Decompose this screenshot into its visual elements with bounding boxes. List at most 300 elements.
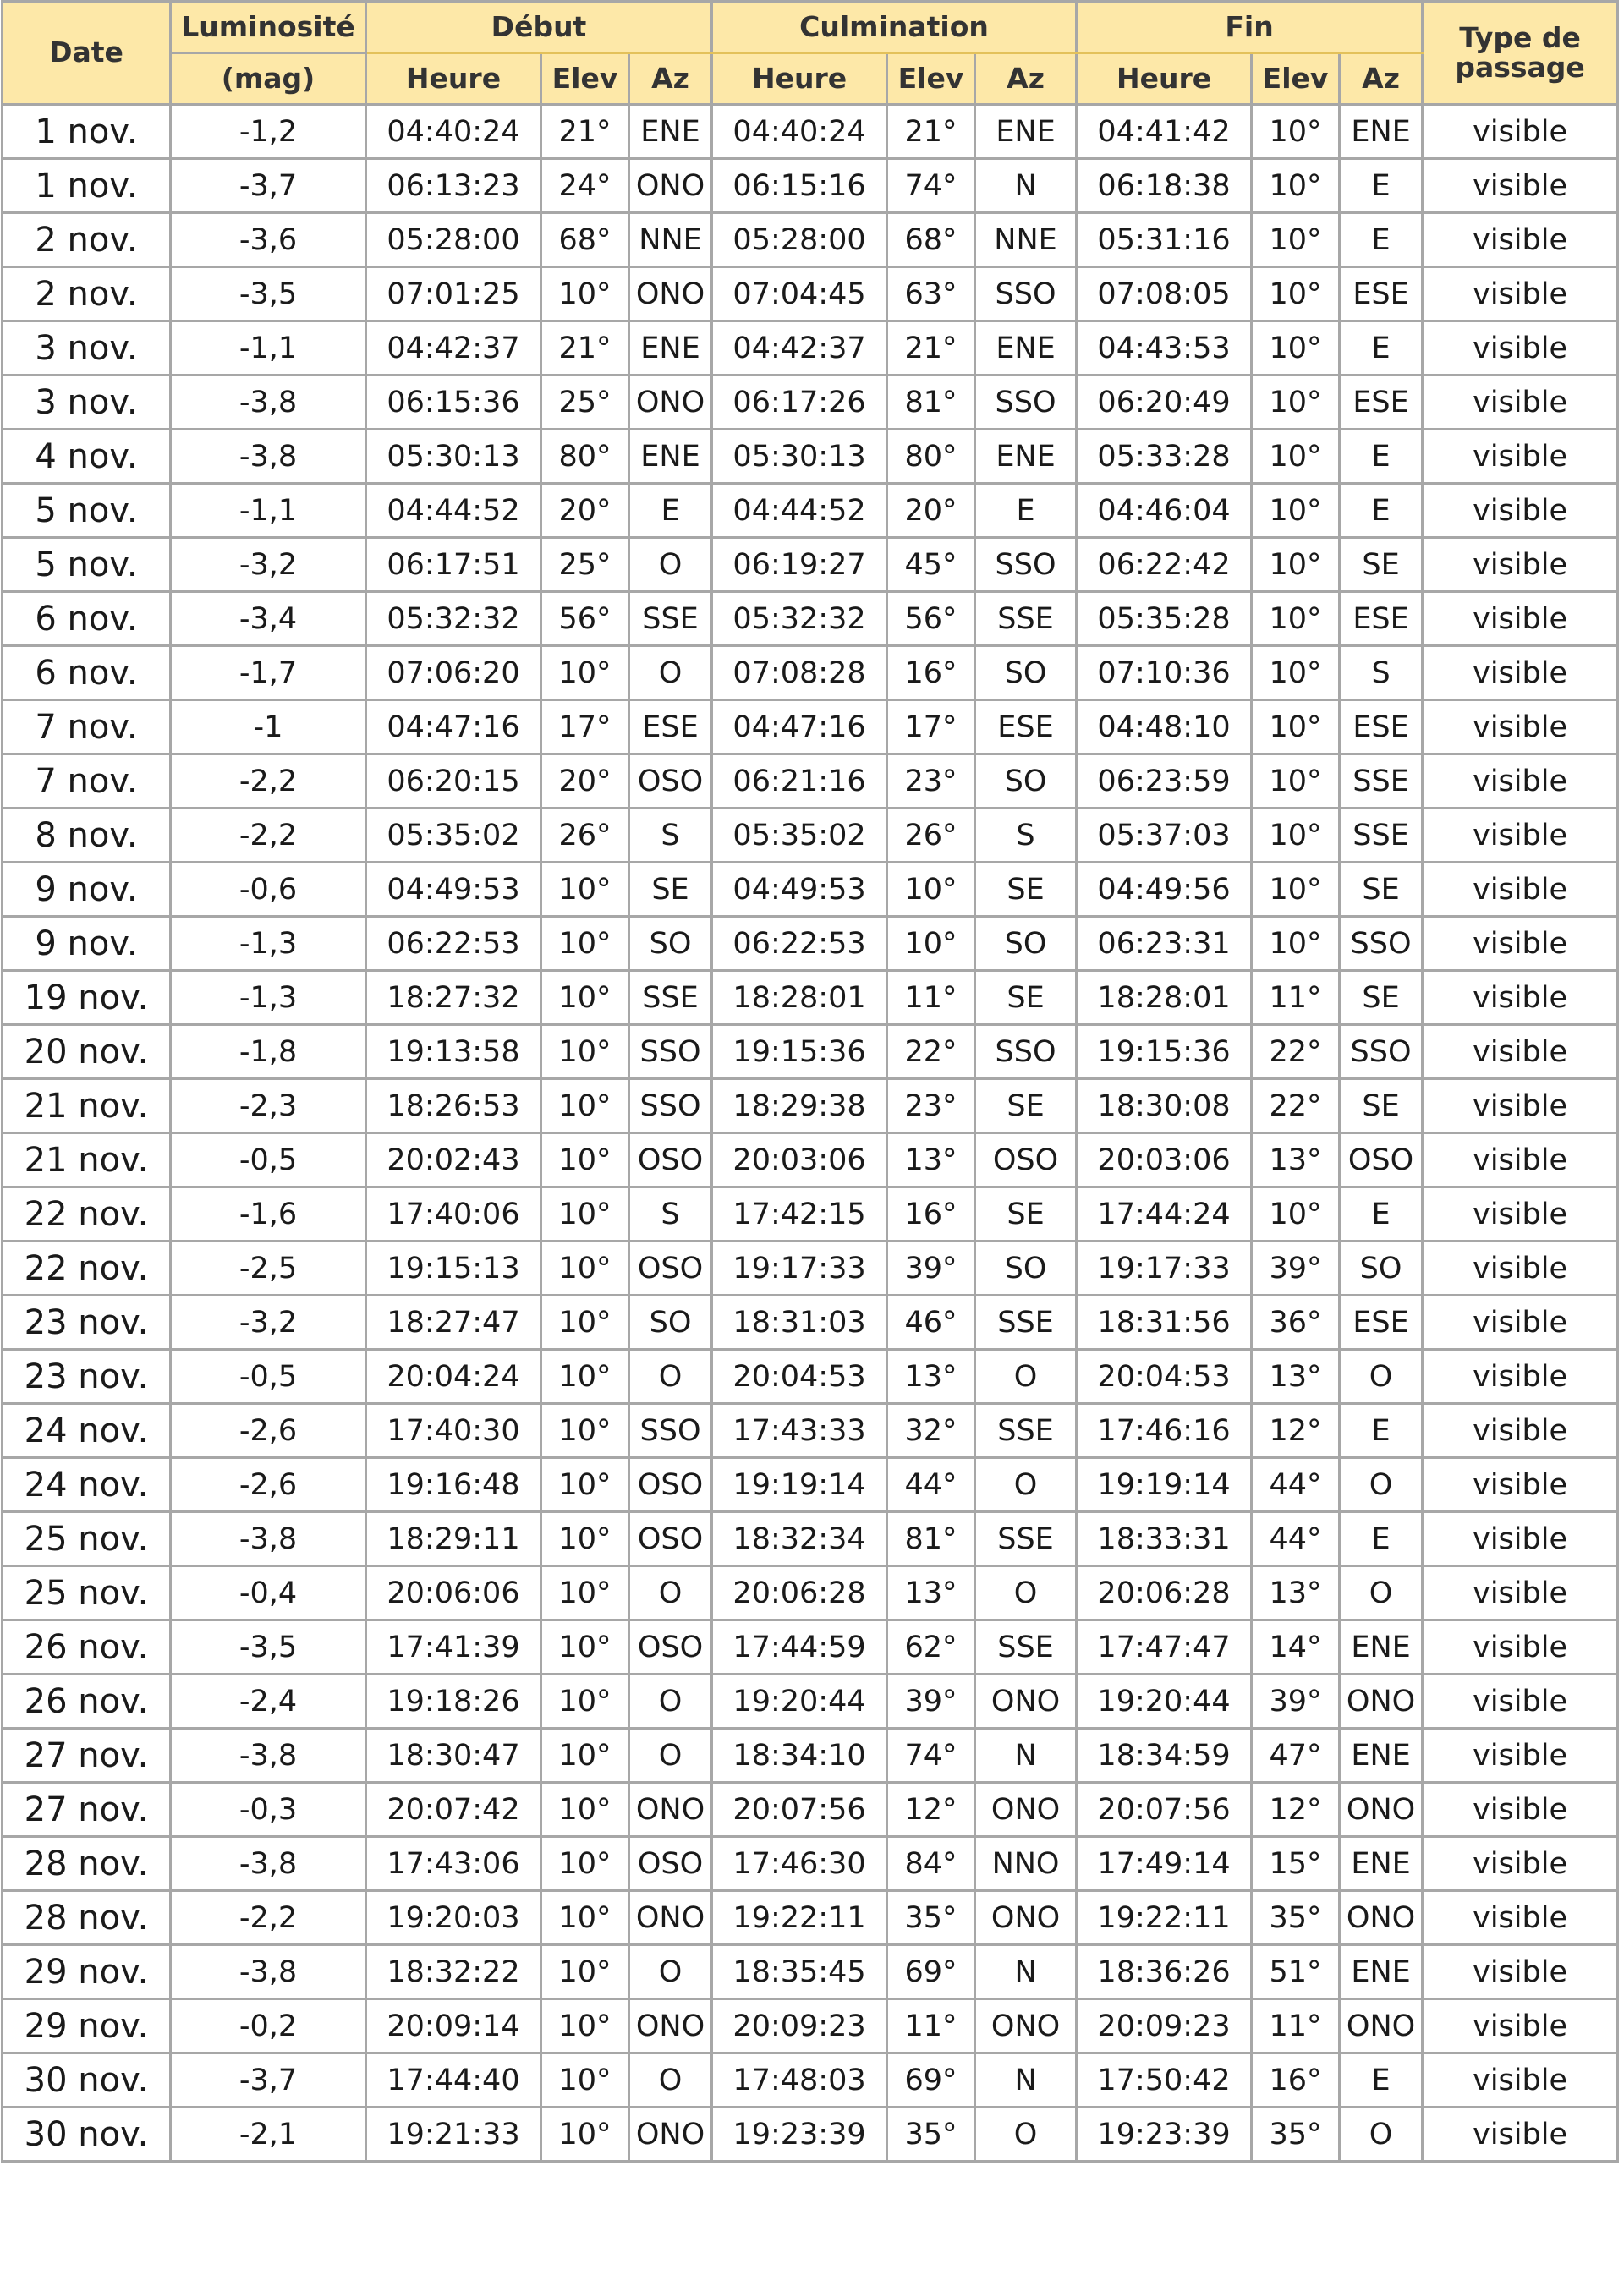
cell-debut-elev: 10° <box>541 971 629 1025</box>
cell-fin-az: ONO <box>1340 1675 1423 1729</box>
cell-fin-az: SO <box>1340 1242 1423 1296</box>
cell-luminosite: -3,8 <box>171 1945 366 1999</box>
cell-fin-az: O <box>1340 1458 1423 1512</box>
cell-fin-heure: 19:20:44 <box>1077 1675 1252 1729</box>
table-row <box>3 1512 1618 1566</box>
cell-culmination-az: ENE <box>975 430 1077 484</box>
table-row <box>3 538 1618 592</box>
cell-fin-heure: 04:49:56 <box>1077 863 1252 917</box>
table-row <box>3 1837 1618 1891</box>
cell-fin-heure: 19:22:11 <box>1077 1891 1252 1945</box>
cell-fin-heure: 17:44:24 <box>1077 1187 1252 1242</box>
cell-culmination-elev: 13° <box>887 1566 975 1620</box>
table-row <box>3 754 1618 809</box>
cell-luminosite: -2,6 <box>171 1404 366 1458</box>
cell-type-passage: visible <box>1423 1512 1618 1566</box>
cell-debut-heure: 04:42:37 <box>366 321 541 376</box>
cell-fin-elev: 10° <box>1252 105 1340 159</box>
cell-culmination-heure: 18:35:45 <box>712 1945 887 1999</box>
cell-fin-az: ONO <box>1340 1999 1423 2053</box>
cell-debut-elev: 10° <box>541 1404 629 1458</box>
table-row <box>3 213 1618 267</box>
table-row <box>3 1458 1618 1512</box>
cell-luminosite: -1,1 <box>171 321 366 376</box>
cell-type-passage: visible <box>1423 1079 1618 1133</box>
cell-fin-az: ESE <box>1340 592 1423 646</box>
cell-luminosite: -1,8 <box>171 1025 366 1079</box>
cell-debut-elev: 21° <box>541 321 629 376</box>
cell-culmination-elev: 62° <box>887 1620 975 1675</box>
cell-luminosite: -3,7 <box>171 2053 366 2108</box>
cell-debut-az: ONO <box>629 1891 712 1945</box>
header-fin-elev: Elev <box>1252 53 1340 105</box>
cell-debut-az: O <box>629 1566 712 1620</box>
cell-fin-heure: 19:23:39 <box>1077 2108 1252 2163</box>
cell-culmination-elev: 84° <box>887 1837 975 1891</box>
cell-fin-az: E <box>1340 2053 1423 2108</box>
cell-date: 25 nov. <box>3 1566 171 1620</box>
cell-fin-az: SSE <box>1340 809 1423 863</box>
cell-culmination-az: ESE <box>975 700 1077 754</box>
cell-fin-az: E <box>1340 1187 1423 1242</box>
cell-culmination-heure: 17:42:15 <box>712 1187 887 1242</box>
cell-luminosite: -3,8 <box>171 376 366 430</box>
cell-fin-az: O <box>1340 2108 1423 2163</box>
cell-culmination-elev: 21° <box>887 105 975 159</box>
cell-culmination-az: SO <box>975 754 1077 809</box>
cell-fin-az: ENE <box>1340 1620 1423 1675</box>
cell-fin-elev: 35° <box>1252 1891 1340 1945</box>
cell-type-passage: visible <box>1423 159 1618 213</box>
cell-culmination-az: O <box>975 2108 1077 2163</box>
cell-type-passage: visible <box>1423 1891 1618 1945</box>
cell-debut-heure: 20:06:06 <box>366 1566 541 1620</box>
cell-debut-heure: 19:18:26 <box>366 1675 541 1729</box>
cell-date: 9 nov. <box>3 917 171 971</box>
cell-debut-elev: 10° <box>541 1242 629 1296</box>
passes-table <box>1 0 1619 2163</box>
cell-fin-elev: 16° <box>1252 2053 1340 2108</box>
cell-type-passage: visible <box>1423 1729 1618 1783</box>
cell-type-passage: visible <box>1423 1350 1618 1404</box>
cell-date: 28 nov. <box>3 1837 171 1891</box>
cell-culmination-heure: 04:40:24 <box>712 105 887 159</box>
cell-fin-elev: 10° <box>1252 592 1340 646</box>
cell-debut-elev: 10° <box>541 267 629 321</box>
cell-culmination-elev: 35° <box>887 2108 975 2163</box>
cell-culmination-heure: 17:43:33 <box>712 1404 887 1458</box>
cell-luminosite: -3,2 <box>171 538 366 592</box>
cell-debut-az: ONO <box>629 267 712 321</box>
cell-fin-heure: 20:03:06 <box>1077 1133 1252 1187</box>
cell-fin-heure: 20:06:28 <box>1077 1566 1252 1620</box>
cell-luminosite: -0,6 <box>171 863 366 917</box>
cell-fin-heure: 19:19:14 <box>1077 1458 1252 1512</box>
cell-culmination-az: SE <box>975 1187 1077 1242</box>
cell-date: 1 nov. <box>3 105 171 159</box>
cell-fin-az: E <box>1340 1404 1423 1458</box>
cell-date: 21 nov. <box>3 1079 171 1133</box>
cell-debut-heure: 06:13:23 <box>366 159 541 213</box>
cell-fin-heure: 17:46:16 <box>1077 1404 1252 1458</box>
cell-fin-elev: 10° <box>1252 321 1340 376</box>
cell-fin-elev: 47° <box>1252 1729 1340 1783</box>
cell-culmination-elev: 39° <box>887 1675 975 1729</box>
cell-fin-elev: 15° <box>1252 1837 1340 1891</box>
cell-date: 24 nov. <box>3 1458 171 1512</box>
cell-culmination-elev: 44° <box>887 1458 975 1512</box>
cell-culmination-az: SO <box>975 917 1077 971</box>
cell-date: 29 nov. <box>3 1945 171 1999</box>
cell-fin-elev: 10° <box>1252 538 1340 592</box>
cell-culmination-heure: 04:47:16 <box>712 700 887 754</box>
cell-debut-elev: 10° <box>541 2108 629 2163</box>
table-row <box>3 1620 1618 1675</box>
cell-culmination-heure: 20:09:23 <box>712 1999 887 2053</box>
cell-culmination-heure: 19:17:33 <box>712 1242 887 1296</box>
cell-fin-heure: 06:22:42 <box>1077 538 1252 592</box>
cell-type-passage: visible <box>1423 430 1618 484</box>
cell-culmination-elev: 81° <box>887 376 975 430</box>
cell-debut-elev: 20° <box>541 754 629 809</box>
cell-fin-elev: 39° <box>1252 1242 1340 1296</box>
cell-date: 8 nov. <box>3 809 171 863</box>
cell-debut-elev: 10° <box>541 1187 629 1242</box>
cell-debut-az: ONO <box>629 2108 712 2163</box>
cell-fin-heure: 06:20:49 <box>1077 376 1252 430</box>
table-row <box>3 646 1618 700</box>
cell-debut-az: ENE <box>629 321 712 376</box>
cell-culmination-elev: 81° <box>887 1512 975 1566</box>
cell-type-passage: visible <box>1423 538 1618 592</box>
cell-debut-elev: 10° <box>541 646 629 700</box>
cell-type-passage: visible <box>1423 1566 1618 1620</box>
cell-fin-elev: 36° <box>1252 1296 1340 1350</box>
cell-debut-heure: 20:04:24 <box>366 1350 541 1404</box>
cell-culmination-elev: 23° <box>887 754 975 809</box>
cell-debut-az: S <box>629 809 712 863</box>
cell-debut-az: O <box>629 1945 712 1999</box>
table-row <box>3 1945 1618 1999</box>
cell-date: 27 nov. <box>3 1729 171 1783</box>
header-culmination: Culmination <box>712 2 1077 53</box>
cell-date: 26 nov. <box>3 1620 171 1675</box>
cell-debut-az: O <box>629 2053 712 2108</box>
cell-culmination-elev: 20° <box>887 484 975 538</box>
cell-fin-elev: 10° <box>1252 430 1340 484</box>
header-type-passage <box>1423 2 1618 105</box>
cell-fin-elev: 10° <box>1252 267 1340 321</box>
cell-type-passage: visible <box>1423 213 1618 267</box>
cell-luminosite: -2,2 <box>171 754 366 809</box>
cell-date: 22 nov. <box>3 1242 171 1296</box>
cell-date: 19 nov. <box>3 971 171 1025</box>
cell-debut-heure: 17:44:40 <box>366 2053 541 2108</box>
cell-culmination-elev: 69° <box>887 2053 975 2108</box>
cell-fin-elev: 12° <box>1252 1404 1340 1458</box>
cell-culmination-az: SSO <box>975 376 1077 430</box>
cell-fin-elev: 13° <box>1252 1566 1340 1620</box>
cell-fin-elev: 10° <box>1252 1187 1340 1242</box>
cell-date: 7 nov. <box>3 700 171 754</box>
cell-debut-az: ONO <box>629 1999 712 2053</box>
header-type-line-1: Type de <box>1459 20 1581 54</box>
cell-debut-elev: 10° <box>541 1999 629 2053</box>
cell-culmination-az: N <box>975 2053 1077 2108</box>
cell-culmination-elev: 12° <box>887 1783 975 1837</box>
cell-luminosite: -3,7 <box>171 159 366 213</box>
cell-debut-elev: 10° <box>541 1458 629 1512</box>
cell-fin-heure: 20:04:53 <box>1077 1350 1252 1404</box>
cell-debut-heure: 17:41:39 <box>366 1620 541 1675</box>
cell-debut-elev: 10° <box>541 1620 629 1675</box>
cell-type-passage: visible <box>1423 1999 1618 2053</box>
cell-fin-elev: 11° <box>1252 1999 1340 2053</box>
cell-date: 22 nov. <box>3 1187 171 1242</box>
cell-debut-az: SO <box>629 1296 712 1350</box>
cell-fin-az: ENE <box>1340 1729 1423 1783</box>
cell-debut-az: SSE <box>629 971 712 1025</box>
cell-debut-elev: 10° <box>541 1729 629 1783</box>
cell-type-passage: visible <box>1423 1783 1618 1837</box>
cell-fin-elev: 51° <box>1252 1945 1340 1999</box>
cell-culmination-elev: 56° <box>887 592 975 646</box>
cell-fin-heure: 04:46:04 <box>1077 484 1252 538</box>
cell-debut-heure: 17:40:30 <box>366 1404 541 1458</box>
header-culmination-az: Az <box>975 53 1077 105</box>
cell-culmination-az: SSE <box>975 592 1077 646</box>
cell-debut-elev: 10° <box>541 1783 629 1837</box>
cell-debut-elev: 10° <box>541 917 629 971</box>
table-row <box>3 700 1618 754</box>
cell-fin-az: ESE <box>1340 700 1423 754</box>
cell-debut-heure: 20:09:14 <box>366 1999 541 2053</box>
cell-date: 27 nov. <box>3 1783 171 1837</box>
cell-culmination-elev: 10° <box>887 917 975 971</box>
cell-fin-heure: 18:34:59 <box>1077 1729 1252 1783</box>
cell-culmination-elev: 63° <box>887 267 975 321</box>
cell-luminosite: -0,5 <box>171 1133 366 1187</box>
cell-fin-az: ESE <box>1340 1296 1423 1350</box>
table-row <box>3 484 1618 538</box>
cell-culmination-heure: 05:35:02 <box>712 809 887 863</box>
cell-debut-heure: 18:29:11 <box>366 1512 541 1566</box>
cell-culmination-az: ENE <box>975 105 1077 159</box>
cell-debut-elev: 10° <box>541 1512 629 1566</box>
cell-luminosite: -3,5 <box>171 267 366 321</box>
cell-date: 24 nov. <box>3 1404 171 1458</box>
cell-fin-elev: 10° <box>1252 159 1340 213</box>
cell-culmination-elev: 46° <box>887 1296 975 1350</box>
cell-type-passage: visible <box>1423 1837 1618 1891</box>
cell-culmination-heure: 06:21:16 <box>712 754 887 809</box>
cell-debut-heure: 05:32:32 <box>366 592 541 646</box>
cell-fin-heure: 20:09:23 <box>1077 1999 1252 2053</box>
cell-fin-az: ESE <box>1340 267 1423 321</box>
cell-debut-elev: 10° <box>541 863 629 917</box>
cell-date: 23 nov. <box>3 1350 171 1404</box>
cell-debut-az: ENE <box>629 430 712 484</box>
header-debut-az: Az <box>629 53 712 105</box>
cell-debut-az: SO <box>629 917 712 971</box>
cell-fin-az: ENE <box>1340 105 1423 159</box>
cell-debut-az: ESE <box>629 700 712 754</box>
cell-debut-heure: 05:30:13 <box>366 430 541 484</box>
cell-debut-az: ONO <box>629 159 712 213</box>
cell-fin-elev: 13° <box>1252 1133 1340 1187</box>
cell-type-passage: visible <box>1423 1242 1618 1296</box>
cell-debut-elev: 10° <box>541 1296 629 1350</box>
cell-fin-az: E <box>1340 213 1423 267</box>
cell-culmination-elev: 16° <box>887 1187 975 1242</box>
cell-luminosite: -1,2 <box>171 105 366 159</box>
cell-fin-elev: 44° <box>1252 1512 1340 1566</box>
cell-luminosite: -3,2 <box>171 1296 366 1350</box>
cell-luminosite: -3,8 <box>171 1729 366 1783</box>
cell-type-passage: visible <box>1423 700 1618 754</box>
cell-debut-heure: 06:22:53 <box>366 917 541 971</box>
cell-date: 30 nov. <box>3 2053 171 2108</box>
table-row <box>3 105 1618 159</box>
cell-debut-elev: 10° <box>541 1025 629 1079</box>
cell-fin-az: O <box>1340 1350 1423 1404</box>
cell-culmination-az: SSE <box>975 1404 1077 1458</box>
cell-culmination-elev: 74° <box>887 159 975 213</box>
cell-debut-elev: 10° <box>541 1891 629 1945</box>
cell-date: 28 nov. <box>3 1891 171 1945</box>
cell-culmination-az: SE <box>975 863 1077 917</box>
cell-culmination-az: ONO <box>975 1891 1077 1945</box>
cell-culmination-az: SSO <box>975 267 1077 321</box>
cell-culmination-heure: 19:19:14 <box>712 1458 887 1512</box>
cell-culmination-heure: 05:32:32 <box>712 592 887 646</box>
cell-type-passage: visible <box>1423 1133 1618 1187</box>
cell-debut-az: NNE <box>629 213 712 267</box>
cell-luminosite: -3,8 <box>171 430 366 484</box>
cell-luminosite: -2,2 <box>171 1891 366 1945</box>
cell-luminosite: -1,7 <box>171 646 366 700</box>
cell-luminosite: -2,1 <box>171 2108 366 2163</box>
cell-date: 23 nov. <box>3 1296 171 1350</box>
header-row-subcolumns <box>3 53 1618 105</box>
cell-culmination-elev: 69° <box>887 1945 975 1999</box>
cell-date: 5 nov. <box>3 484 171 538</box>
cell-culmination-az: ONO <box>975 1675 1077 1729</box>
cell-fin-az: ONO <box>1340 1891 1423 1945</box>
cell-fin-heure: 18:30:08 <box>1077 1079 1252 1133</box>
cell-culmination-elev: 68° <box>887 213 975 267</box>
table-row <box>3 159 1618 213</box>
cell-culmination-heure: 19:20:44 <box>712 1675 887 1729</box>
cell-debut-heure: 07:06:20 <box>366 646 541 700</box>
cell-fin-az: SE <box>1340 1079 1423 1133</box>
table-row <box>3 1729 1618 1783</box>
cell-culmination-heure: 20:04:53 <box>712 1350 887 1404</box>
cell-culmination-elev: 32° <box>887 1404 975 1458</box>
cell-type-passage: visible <box>1423 646 1618 700</box>
cell-type-passage: visible <box>1423 1458 1618 1512</box>
cell-debut-az: SSO <box>629 1025 712 1079</box>
cell-culmination-az: SO <box>975 1242 1077 1296</box>
cell-debut-elev: 10° <box>541 1945 629 1999</box>
cell-luminosite: -3,8 <box>171 1837 366 1891</box>
cell-culmination-az: SSO <box>975 538 1077 592</box>
table-row <box>3 1350 1618 1404</box>
table-row <box>3 376 1618 430</box>
cell-debut-heure: 18:26:53 <box>366 1079 541 1133</box>
cell-fin-heure: 17:47:47 <box>1077 1620 1252 1675</box>
cell-type-passage: visible <box>1423 971 1618 1025</box>
cell-fin-az: E <box>1340 484 1423 538</box>
table-body <box>3 105 1618 2163</box>
cell-date: 6 nov. <box>3 646 171 700</box>
header-fin: Fin <box>1077 2 1423 53</box>
cell-culmination-heure: 17:44:59 <box>712 1620 887 1675</box>
cell-fin-elev: 10° <box>1252 213 1340 267</box>
cell-date: 9 nov. <box>3 863 171 917</box>
cell-date: 5 nov. <box>3 538 171 592</box>
cell-culmination-az: SE <box>975 1079 1077 1133</box>
cell-type-passage: visible <box>1423 2053 1618 2108</box>
cell-debut-heure: 18:27:32 <box>366 971 541 1025</box>
table-row <box>3 1566 1618 1620</box>
cell-debut-az: O <box>629 646 712 700</box>
cell-fin-elev: 14° <box>1252 1620 1340 1675</box>
cell-debut-az: S <box>629 1187 712 1242</box>
cell-fin-az: ENE <box>1340 1945 1423 1999</box>
cell-luminosite: -3,8 <box>171 1512 366 1566</box>
cell-luminosite: -3,5 <box>171 1620 366 1675</box>
cell-debut-elev: 10° <box>541 1675 629 1729</box>
cell-type-passage: visible <box>1423 1296 1618 1350</box>
cell-debut-az: OSO <box>629 1837 712 1891</box>
table-row <box>3 1242 1618 1296</box>
cell-culmination-heure: 18:32:34 <box>712 1512 887 1566</box>
cell-debut-elev: 24° <box>541 159 629 213</box>
cell-fin-heure: 18:36:26 <box>1077 1945 1252 1999</box>
header-row-groups <box>3 2 1618 53</box>
cell-culmination-heure: 20:07:56 <box>712 1783 887 1837</box>
cell-fin-elev: 39° <box>1252 1675 1340 1729</box>
cell-debut-az: OSO <box>629 1133 712 1187</box>
cell-culmination-elev: 17° <box>887 700 975 754</box>
cell-fin-elev: 10° <box>1252 863 1340 917</box>
table-row <box>3 1783 1618 1837</box>
cell-fin-heure: 05:33:28 <box>1077 430 1252 484</box>
cell-fin-elev: 44° <box>1252 1458 1340 1512</box>
cell-debut-elev: 25° <box>541 376 629 430</box>
cell-culmination-az: SSE <box>975 1512 1077 1566</box>
cell-debut-elev: 20° <box>541 484 629 538</box>
cell-luminosite: -0,3 <box>171 1783 366 1837</box>
cell-type-passage: visible <box>1423 321 1618 376</box>
cell-debut-heure: 06:15:36 <box>366 376 541 430</box>
cell-debut-elev: 10° <box>541 1350 629 1404</box>
cell-type-passage: visible <box>1423 917 1618 971</box>
cell-type-passage: visible <box>1423 2108 1618 2163</box>
cell-luminosite: -1,1 <box>171 484 366 538</box>
cell-debut-heure: 05:28:00 <box>366 213 541 267</box>
cell-fin-az: SSO <box>1340 917 1423 971</box>
cell-culmination-heure: 18:29:38 <box>712 1079 887 1133</box>
cell-debut-az: OSO <box>629 754 712 809</box>
table-row <box>3 267 1618 321</box>
cell-date: 4 nov. <box>3 430 171 484</box>
cell-debut-heure: 18:30:47 <box>366 1729 541 1783</box>
cell-culmination-elev: 23° <box>887 1079 975 1133</box>
cell-fin-az: ESE <box>1340 376 1423 430</box>
table-row <box>3 1296 1618 1350</box>
